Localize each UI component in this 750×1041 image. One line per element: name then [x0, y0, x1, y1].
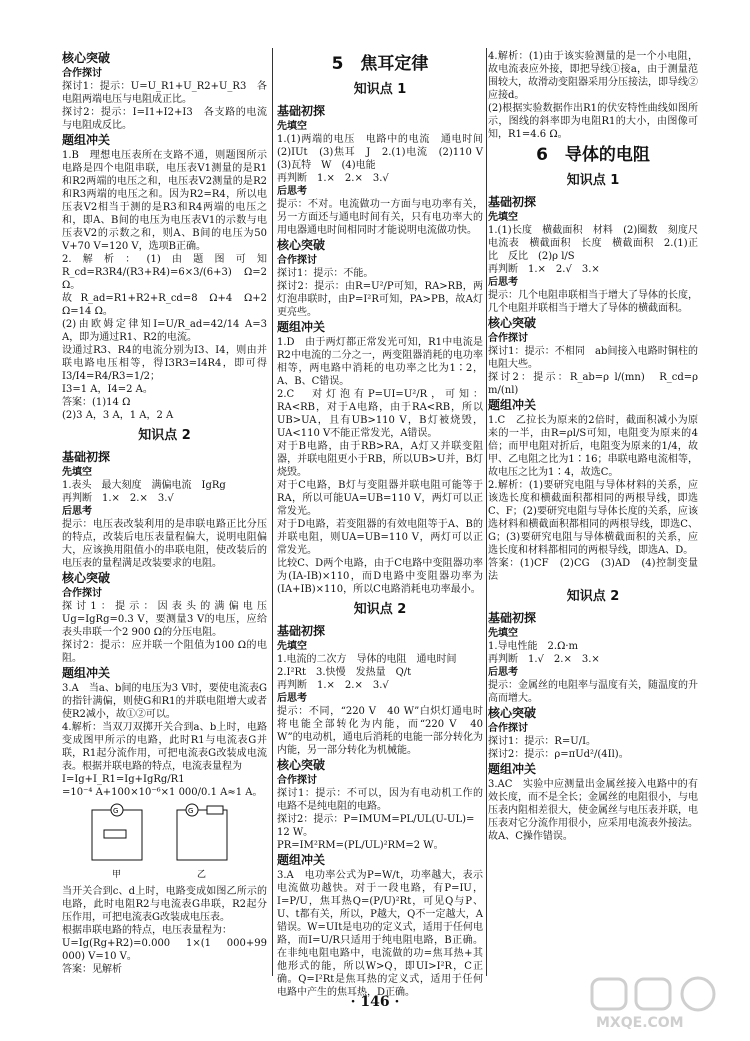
answer-2b: 对于B电路，由于RB>RA，A灯又并联变阻器，并联电阻更小于RB，所以UB>U并，B灯烧毁。: [277, 441, 483, 478]
judge-answers: 再判断 1.× 2.× 3.√: [277, 173, 389, 184]
answer-2g: (2)3 A，3 A，1 A，2 A: [62, 410, 174, 421]
subheading-think-2: 后思考: [488, 667, 518, 678]
fill-answers-2: 1.导电性能 2.Ω·m: [488, 641, 579, 652]
figure-label-yi: 乙: [197, 870, 207, 880]
answer-2e: 比较C、D两个电路，由于C电路中变阻器功率为(IA-IB)×110，而D电路中变阻器功率为(IA+IB)×110，所以C电路消耗电功率最小。: [277, 558, 483, 595]
answer-4f: U=Ig(Rg+R2)=0.000 1×(1 000+99 000) V=10 V。: [62, 938, 271, 962]
heading-core-2: 核心突破: [488, 706, 537, 720]
explore-2-2b: 12 W。: [277, 827, 314, 838]
subheading-think-2: 后思考: [277, 693, 307, 704]
answer-2d: 设通过R3、R4的电流分别为I3、I4，则由并联电路电压相等，得I3R3=I4R4，即可得I3/I4=R4/R3=1/2；: [62, 345, 267, 382]
subheading-fill: 先填空: [488, 212, 518, 223]
think-answer: 提示：不对。电流做功一方面与电功率有关，另一方面还与通电时间有关，只有电功率大的用电器通电时间相同时才能说明电流做功快。: [277, 199, 483, 236]
subheading-fill: 先填空: [277, 121, 307, 132]
explore-2: 探讨2：提示：R_ab=ρ l/(mn) R_cd=ρ m/(nl): [488, 372, 702, 396]
page-number: · 146 ·: [350, 994, 400, 1010]
explore-2-2c: PR=IM²RM=(PL/UL)²RM=2 W。: [277, 840, 444, 851]
figure-label-jia: 甲: [112, 870, 122, 880]
answer-3: 3.A 当a、b间的电压为3 V时，要使电流表G的指针满偏，则使G和R1的并联电阻增大或者使R2减小，故①②可以。: [62, 683, 267, 720]
explore-2: 探讨2：提示：I=I1+I2+I3 各支路的电流与电阻成反比。: [62, 107, 267, 131]
answer-4d: 当开关合到c、d上时，电路变成如图乙所示的电路，此时电阻R2与电流表G串联，R2起分压作用，可把电流表G改装成电压表。: [62, 886, 267, 923]
answer-4a: 4.解析：当双刀双掷开关合到a、b上时，电路变成图甲所示的电路，此时R1与电流表G并联，R1起分流作用，可把电流表G改装成电流表。根据并联电路的特点，电流表量程为: [62, 722, 267, 772]
heading-exercises: 题组冲关: [488, 398, 537, 412]
svg-text:G: G: [188, 807, 194, 815]
explore-2-1: 探讨1：提示：因表头的满偏电压Ug=IgRg=0.3 V，要测量3 V的电压，应给表头串联一个2 900 Ω的分压电阻。: [62, 601, 267, 638]
circuit-diagram: [82, 802, 242, 882]
column-divider-right: [486, 48, 487, 976]
subheading-explore-2: 合作探讨: [488, 723, 528, 734]
answer-2e: I3=1 A，I4=2 A。: [62, 384, 153, 395]
answer-3: 3.A 电功率公式为P=W/t，功率越大，表示电流做功越快。对于一段电路，有P=IU，I=P/U，焦耳热Q=(P/U)²Rt，可见Q与P、U、t都有关，所以，P越大，Q不一定越大，A错误。W=UIt是电功的定义式，适用于任何电路，而I=U/R只适用于纯电阻电路，B正确。在非纯电阻电路中，电流做的功=焦耳热+其他形式的能，所以W>Q，即UI>I²R，C正确。Q=I²Rt是焦耳热的定义式，适用于任何电路中产生的焦耳热，D正确。: [277, 870, 483, 998]
subheading-explore: 合作探讨: [488, 333, 528, 344]
subheading-explore: 合作探讨: [277, 255, 317, 266]
subheading-think: 后思考: [488, 277, 518, 288]
heading-core-2: 核心突破: [62, 571, 111, 585]
heading-exercises-2: 题组冲关: [488, 762, 537, 776]
answer-2a: 2.C 对灯泡有P=UI=U²/R，可知：RA<RB，对于A电路，由于RA<RB，所以UB>UA，且有UB>110 V，B灯被烧毁，UA<110 V不能正常发光，A错误。: [277, 389, 483, 439]
answer-4e: 根据串联电路的特点，电压表量程为：: [62, 925, 232, 936]
answer-3: 3.AC 实验中应测量出金属丝接入电路中的有效长度，而不是全长；金属丝的电阻很小，与电压表内阻相差很大，使金属丝与电压表并联，电压表对它分流作用很小，应采用电流表外接法。故A、C操作错误。: [488, 779, 698, 842]
judge-answers-2: 再判断 1.× 2.× 3.√: [277, 680, 389, 691]
think-answer: 提示：几个电阻串联相当于增大了导体的长度，几个电阻并联相当于增大了导体的横截面积。: [488, 290, 698, 314]
subheading-fill-2: 先填空: [277, 641, 307, 652]
explore-2-2: 探讨2：提示：ρ=πUd²/(4Il)。: [488, 749, 629, 760]
explore-1: 探讨1：提示：U=U_R1+U_R2+U_R3 各电阻两端电压与电阻成正比。: [62, 81, 267, 105]
answer-4b: (2)根据实验数据作出R1的伏安特性曲线如图所示，图线的斜率即为电阻R1的大小，由图像可知，R1=4.6 Ω。: [488, 103, 698, 140]
explore-1: 探讨1：提示：不能。: [277, 268, 374, 279]
answer-2-key: 答案：(1)CF (2)CG (3)AD (4)控制变量法: [488, 558, 698, 582]
answer-1: 1.B 理想电压表所在支路不通，则题图所示电路是四个电阻串联，电压表V1测量的是R1和R2两端的电压之和，电压表V2测量的是R2和R3两端的电压之和。因为R2=R4，所以电压表V2相当于测的是R3和R4两端的电压之和，即A、B间的电压为电压表V1的示数与电压表V2的示数之和，则A、B间的电压为50 V+70 V=120 V，选项B正确。: [62, 150, 271, 252]
subheading-explore-2: 合作探讨: [62, 588, 102, 599]
chapter-title: 5 焦耳定律: [331, 54, 429, 74]
answer-4b: I=Ig+I_R1=Ig+IgRg/R1: [62, 774, 185, 785]
think-answer-2: 提示：不同，“220 V 40 W”白炽灯通电时将电能全部转化为内能，而“220 V 40 W”的电动机，通电后消耗的电能一部分转化为内能，另一部分转化为机械能。: [277, 706, 487, 756]
heading-exercises-2: 题组冲关: [277, 853, 326, 867]
answer-2c: 对于C电路，B灯与变阻器并联电阻可能等于RA，所以可能UA=UB=110 V，两灯可以正常发光。: [277, 480, 483, 517]
subheading-think: 后思考: [277, 186, 307, 197]
section-title-1: 知识点 1: [353, 82, 407, 97]
subheading-explore: 合作探讨: [62, 68, 102, 79]
explore-2: 探讨2：提示：由R=U²/P可知，RA>RB，两灯泡串联时，由P=I²R可知，PA>PB，故A灯更亮些。: [277, 281, 483, 318]
section-title-2: 知识点 2: [138, 428, 191, 443]
chapter-title: 6 导体的电阻: [536, 145, 650, 165]
subheading-fill: 先填空: [62, 467, 92, 478]
answer-2d: 对于D电路，若变阻器的有效电阻等于A、B的并联电阻，则UA=UB=110 V，两灯可以正常发光。: [277, 519, 483, 556]
answer-2b: 故R_ad=R1+R2+R_cd=8 Ω+4 Ω+2 Ω=14 Ω。: [62, 293, 271, 317]
explore-2-2a: 探讨2：提示：P=IMUM=PL/UL(U-UL)=: [277, 814, 475, 825]
answer-4c: =10⁻⁴ A+100×10⁻⁶×1 000/0.1 A≈1 A。: [62, 787, 263, 798]
heading-exercises: 题组冲关: [277, 320, 326, 334]
answer-1: 1.D 由于两灯都正常发光可知，R1中电流是R2中电流的二分之一，两变阻器消耗的电功率相等，两电路中消耗的电功率之比为1∶2，A、B、C错误。: [277, 337, 483, 387]
explore-2-2: 探讨2：提示：应并联一个阻值为100 Ω的电阻。: [62, 640, 267, 664]
heading-core: 核心突破: [488, 316, 537, 330]
explore-2-1: 探讨1：提示：R=U/I。: [488, 736, 597, 747]
think-answer-2: 提示：金属丝的电阻率与温度有关，随温度的升高而增大。: [488, 680, 698, 704]
judge-answers: 再判断 1.× 2.× 3.√: [62, 493, 174, 504]
section-title-1: 知识点 1: [566, 173, 620, 188]
judge-answers-2: 再判断 1.√ 2.× 3.×: [488, 654, 600, 665]
section-title-2: 知识点 2: [353, 602, 407, 617]
svg-text:MXQE.COM: MXQE.COM: [596, 1015, 684, 1031]
subheading-fill-2: 先填空: [488, 628, 518, 639]
fill-answers-2a: 1.电流的二次方 导体的电阻 通电时间: [277, 654, 457, 665]
explore-1: 探讨1：提示：不相同 ab间接入电路时铜柱的电阻大些。: [488, 346, 698, 370]
fill-answers: 1.(1)长度 横截面积 材料 (2)圈数 刻度尺 电流表 横截面积 长度 横截面积 2.(1)正比 反比 (2)ρ l/S: [488, 225, 708, 262]
heading-core-2: 核心突破: [277, 758, 326, 772]
answer-2: 2.解析：(1)要研究电阻与导体材料的关系，应该选长度和横截面积都相同的两根导线，即选C、F；(2)要研究电阻与导体长度的关系，应该选材料和横截面积都相同的两根导线，即选C、G；(3)要研究电阻与导体横截面积的关系，应选长度和材料都相同的两根导线，即选A、D。: [488, 480, 698, 556]
answer-4a: 4.解析：(1)由于该实验测量的是一个小电阻，故电流表应外接，即把导线①接a，由于测量范围较大，故滑动变阻器采用分压接法，即导线②应接d。: [488, 51, 698, 101]
heading-basics: 基础初探: [488, 195, 537, 209]
heading-core: 核心突破: [277, 238, 326, 252]
heading-basics-2: 基础初探: [277, 624, 326, 638]
answer-2a: 2.解析：(1)由题图可知R_cd=R3R4/(R3+R4)=6×3/(6+3) Ω=2 Ω。: [62, 254, 271, 291]
column-3: [488, 50, 708, 843]
subheading-explore-2: 合作探讨: [277, 775, 317, 786]
answer-1: 1.C 乙拉长为原来的2倍时，截面积减小为原来的一半，由R=ρl/S可知，电阻变为原来的4倍；而甲电阻对折后，电阻变为原来的1/4，故甲、乙电阻之比为1∶16；串联电路电流相等，故电压之比为1∶4，故选C。: [488, 415, 698, 478]
heading-basics: 基础初探: [62, 450, 111, 464]
column-2: [277, 50, 493, 999]
watermark-logo: [586, 973, 726, 1033]
answer-2c: (2)由欧姆定律知I=U/R_ad=42/14 A=3 A，即为通过R1、R2的电流。: [62, 319, 271, 343]
heading-basics-2: 基础初探: [488, 611, 537, 625]
heading-core: 核心突破: [62, 51, 111, 65]
column-1: [62, 50, 271, 976]
answer-2f: 答案：(1)14 Ω: [62, 397, 131, 408]
fill-answers: 1.(1)两端的电压 电路中的电流 通电时间 (2)IUt (3)焦耳 J 2.(1)电流 (2)110 V (3)瓦特 W (4)电能: [277, 134, 493, 171]
explore-2-1: 探讨1：提示：不可以，因为有电动机工作的电路不是纯电阻的电路。: [277, 788, 483, 812]
heading-exercises-2: 题组冲关: [62, 666, 111, 680]
fill-answers-2b: 2.I²Rt 3.快慢 发热量 Q/t: [277, 667, 412, 678]
heading-basics: 基础初探: [277, 104, 326, 118]
judge-answers: 再判断 1.× 2.√ 3.×: [488, 264, 600, 275]
answer-4g: 答案：见解析: [62, 964, 122, 975]
svg-text:G: G: [113, 807, 119, 815]
think-answer: 提示：电压表改装利用的是串联电路正比分压的特点，改装后电压表量程偏大，说明电阻偏大，应该换用阻值小的串联电阻，使改装后的电压表的量程满足改装要求的电阻。: [62, 519, 267, 569]
column-divider-left: [272, 48, 273, 976]
section-title-2: 知识点 2: [566, 589, 620, 604]
heading-exercises: 题组冲关: [62, 133, 111, 147]
fill-answers: 1.表头 最大刻度 满偏电流 IgRg: [62, 480, 226, 491]
subheading-think: 后思考: [62, 506, 92, 517]
